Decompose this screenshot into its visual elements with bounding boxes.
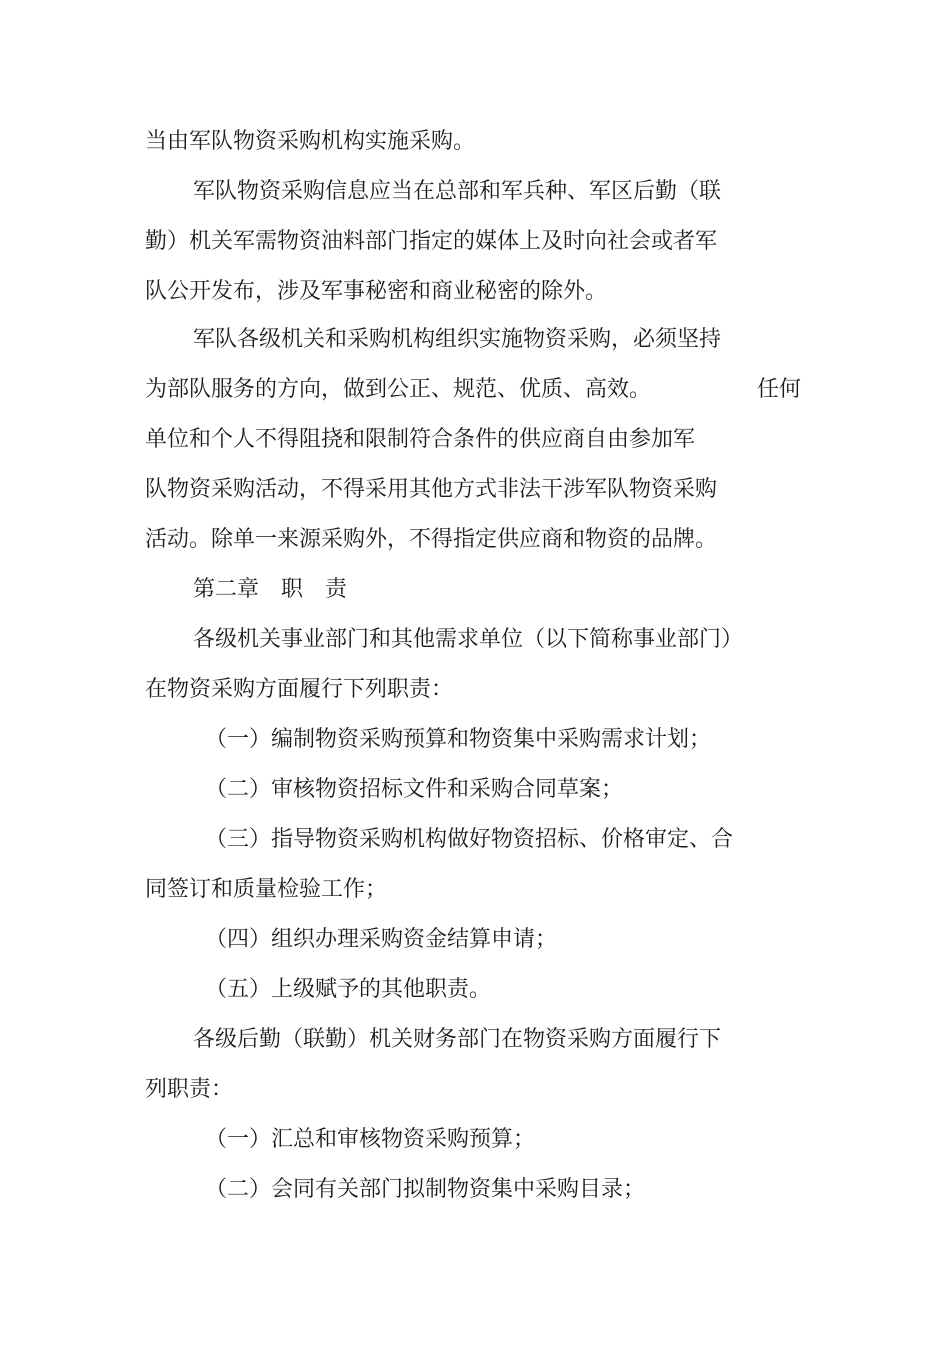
list-item: （一）汇总和审核物资采购预算； <box>205 1127 536 1152</box>
list-item: （三）指导物资采购机构做好物资招标、价格审定、合 <box>205 827 734 852</box>
paragraph-line: 各级后勤（联勤）机关财务部门在物资采购方面履行下 <box>193 1027 722 1052</box>
paragraph-line: 各级机关事业部门和其他需求单位（以下简称事业部门） <box>193 627 744 652</box>
paragraph-line: 军队物资采购信息应当在总部和军兵种、军区后勤（联 <box>193 179 722 204</box>
chapter-heading: 第二章 职 责 <box>193 577 348 602</box>
paragraph-line: 单位和个人不得阻挠和限制符合条件的供应商自由参加军 <box>145 427 696 452</box>
paragraph-line: 队物资采购活动，不得采用其他方式非法干涉军队物资采购 <box>145 477 718 502</box>
paragraph-line: 勤）机关军需物资油料部门指定的媒体上及时向社会或者军 <box>145 229 718 254</box>
list-item: （五）上级赋予的其他职责。 <box>205 977 492 1002</box>
paragraph-line: 同签订和质量检验工作； <box>145 877 388 902</box>
paragraph-line: 军队各级机关和采购机构组织实施物资采购，必须坚持 <box>193 327 722 352</box>
paragraph-line: 列职责： <box>145 1077 234 1102</box>
paragraph-line-fragment: 任何 <box>757 377 802 402</box>
paragraph-line: 当由军队物资采购机构实施采购。 <box>145 129 476 154</box>
paragraph-line: 为部队服务的方向，做到公正、规范、优质、高效。 <box>145 377 652 402</box>
paragraph-line: 活动。除单一来源采购外，不得指定供应商和物资的品牌。 <box>145 527 718 552</box>
paragraph-line: 队公开发布，涉及军事秘密和商业秘密的除外。 <box>145 279 608 304</box>
list-item: （一）编制物资采购预算和物资集中采购需求计划； <box>205 727 712 752</box>
paragraph-line: 在物资采购方面履行下列职责： <box>145 677 454 702</box>
list-item: （二）审核物资招标文件和采购合同草案； <box>205 777 624 802</box>
list-item: （二）会同有关部门拟制物资集中采购目录； <box>205 1177 646 1202</box>
list-item: （四）组织办理采购资金结算申请； <box>205 927 558 952</box>
